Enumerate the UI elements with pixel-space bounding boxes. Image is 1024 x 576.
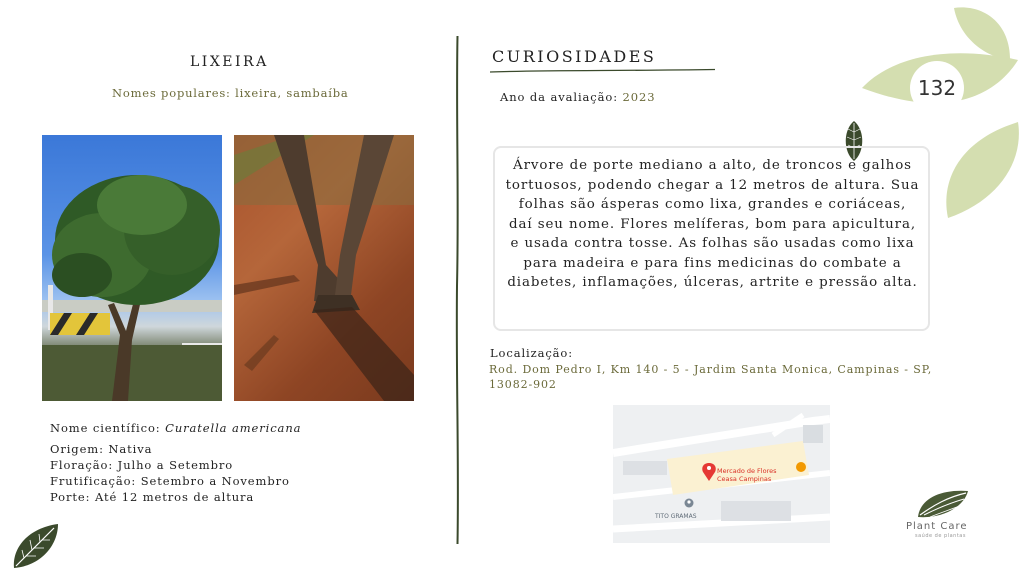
logo-tagline: saúde de plantas (915, 533, 966, 539)
logo-name: Plant Care (906, 521, 968, 532)
description-text: Árvore de porte mediano a alto, de troncos e galhos tortuosos, podendo chegar a 12 metros de altura. Sua folhas são ásperas como lixa, grandes e coriáceas, daí seu nome. Flores melíferas, bom para apicultura, e usada contra tosse. As folhas são usadas como lixa para madeira e para fins medicinas do combate a diabetes, inflamações, úlceras, artrite e pressão alta. (505, 158, 920, 290)
section-heading: CURIOSIDADES (492, 47, 657, 66)
map-marker-label-1: Mercado de Flores (717, 467, 777, 475)
map-marker-label-2: Ceasa Campinas (717, 475, 772, 483)
heading-underline (490, 68, 715, 74)
trunk-photo (234, 135, 414, 401)
scientific-value: Curatella americana (165, 421, 302, 435)
leaf-icon (8, 520, 63, 572)
location-address: Rod. Dom Pedro I, Km 140 - 5 - Jardim Santa Monica, Campinas - SP, 13082-902 (489, 363, 933, 391)
location-map[interactable] (613, 405, 830, 543)
evaluation-year (500, 90, 655, 104)
fruiting: Frutificação: Setembro a Novembro (50, 474, 290, 488)
origin: Origem: Nativa (50, 442, 153, 456)
vertical-divider (455, 36, 460, 544)
scientific-name (50, 421, 301, 435)
tree-size: Porte: Até 12 metros de altura (50, 490, 255, 504)
page-number: 132 (917, 76, 957, 100)
location-label: Localização: (490, 346, 574, 360)
scientific-label: Nome científico: (50, 421, 166, 435)
flowering: Floração: Julho a Setembro (50, 458, 234, 472)
year-label: Ano da avaliação: (500, 90, 623, 104)
species-title: LIXEIRA (190, 54, 269, 70)
tree-photo (42, 135, 222, 401)
map-poi-label: TITO GRAMAS (655, 513, 697, 520)
plant-care-logo-icon (912, 487, 970, 521)
popular-names: Nomes populares: lixeira, sambaíba (112, 86, 349, 100)
year-value: 2023 (622, 90, 656, 104)
